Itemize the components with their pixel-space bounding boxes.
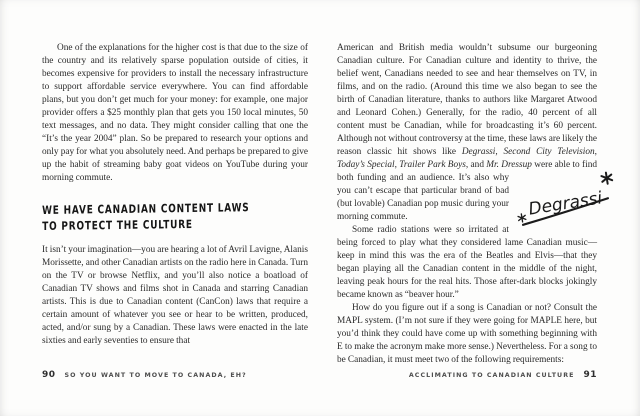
left-paragraph-cancon-intro: It isn’t your imagination—you are hearing a lot of Avril Lavigne, Alanis Morissette, and other Canadian artists on the radio here in Canada. Turn on the TV or browse Netflix, and you’ll also notice a boatload of Canadian TV shows and films shot in Canada and starring Canadian artists. This is due to Canadian content (CanCon) laws that require a certain amount of whatever you see or hear to be written, produced, acted, and/or sung by a Canadian. These laws were enacted in the late sixties and early seventies to ensure that (42, 245, 308, 346)
book-title-footer: SO YOU WANT TO MOVE TO CANADA, EH? (64, 372, 247, 379)
page-number-left: 90 (42, 370, 56, 380)
right-running-footer (409, 370, 597, 380)
heading-line-1: WE HAVE CANADIAN CONTENT LAWS (42, 200, 250, 217)
page-number-right: 91 (583, 370, 597, 380)
left-running-footer (42, 370, 247, 380)
doodle-offset-spacer (597, 42, 598, 172)
right-paragraph-beaver-hour: Some radio stations were so irritated at being forced to play what they considered lame Canadian music—keep in mind this was the era of the Beatles and Elvis—that they began playing all the Canadian content in the middle of the night, leaving peak hours for the real hits. Those after-dark blocks jokingly became known as “beaver hour.” (337, 225, 597, 300)
chapter-title-footer: ACCLIMATING TO CANADIAN CULTURE (408, 372, 575, 379)
paragraph-text: American and British media wouldn’t subsume our burgeoning Canadian culture. For Canadian culture and identity to thrive, the belief went, Canadians needed to see and hear themselves on TV, in films, and on the radio. (Around this time we also began to see the birth of Canadian literature, thanks to authors like Margaret Atwood and Leonard Cohen.) Generally, for the radio, 40 percent of all content must be Canadian, while for broadcasting it’s 60 percent. Although not without controversy at the time, these laws are likely the reason classic hit shows like Degrassi, Second City Television, Today’s Special, Trailer Park Boys, and Mr. Dressup were able to find both funding and an audience. It’s also why you can’t escape that particular brand of bad (but lovable) Canadian pop music during your morning commute. (337, 43, 597, 222)
left-paragraph-phone-plans: One of the explanations for the higher cost is that due to the size of the country and its relatively sparse population outside of cities, it becomes expensive for providers to install the necessary infrastructure to support affordable service everywhere. You can find affordable plans, but you don’t get much for your money: for example, one major provider offers a $25 monthly plan that gets you 150 local minutes, 50 text messages, and no data. They might consider calling that one the “It’s the year 2004” plan. So be prepared to research your options and only pay for what you absolutely need. And perhaps be prepared to give up the habit of streaming baby goat videos on YouTube during your morning commute. (42, 43, 308, 183)
heading-line-2: TO PROTECT THE CULTURE (42, 216, 193, 233)
right-page (320, 0, 640, 416)
right-paragraph-cancon-continued (337, 42, 604, 224)
star-icon (601, 172, 613, 185)
star-icon (518, 213, 526, 222)
right-paragraph-mapl-system: How do you figure out if a song is Canadian or not? Consult the MAPL system. (I’m not sure if they were going for MAPLE here, but you’d think they could have come up with something beginning with E to make the acronym make more sense.) Nevertheless. For a song to be Canadian, it must meet two of the following requirements: (337, 303, 597, 365)
section-heading (42, 199, 250, 234)
degrassi-doodle (515, 174, 615, 230)
doodle-text: Degrassi (527, 188, 604, 220)
